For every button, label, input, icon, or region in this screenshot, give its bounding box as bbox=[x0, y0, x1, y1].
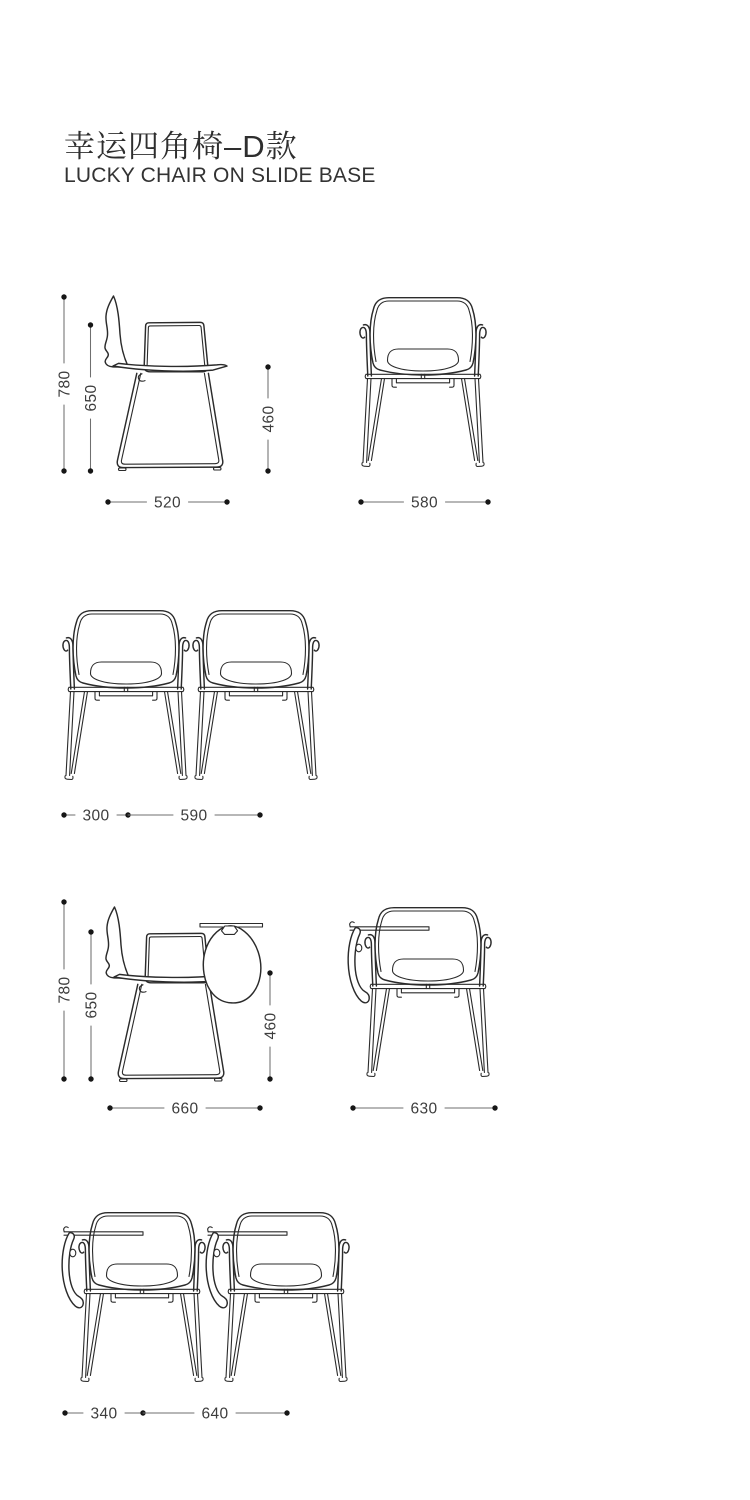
dim-seat-height-row1 bbox=[261, 364, 278, 473]
dim-label-630: 630 bbox=[410, 1100, 438, 1118]
dim-offset-row4 bbox=[62, 1406, 145, 1423]
dim-pitch-row4 bbox=[143, 1406, 290, 1423]
dim-label-460: 460 bbox=[260, 405, 278, 433]
product-title-en: LUCKY CHAIR ON SLIDE BASE bbox=[64, 164, 376, 188]
dim-label-460: 460 bbox=[262, 1012, 280, 1040]
dim-width-row3 bbox=[350, 1101, 497, 1118]
figure-front-view bbox=[360, 298, 486, 467]
figure-pair-tablet-chair-1 bbox=[62, 1213, 205, 1382]
dim-label-780: 780 bbox=[56, 370, 74, 398]
dim-label-520: 520 bbox=[153, 494, 182, 512]
figure-pair-chair-2 bbox=[193, 611, 319, 780]
figure-pair-chair-1 bbox=[63, 611, 189, 780]
dim-width-row1 bbox=[358, 495, 490, 512]
dim-backrest-height-row1 bbox=[83, 322, 100, 473]
dim-label-590: 590 bbox=[180, 807, 208, 825]
figure-front-view-tablet bbox=[348, 908, 491, 1077]
dim-label-650: 650 bbox=[83, 384, 100, 412]
figure-side-view bbox=[105, 296, 227, 471]
dim-total-height-row3 bbox=[57, 899, 74, 1081]
dim-label-650: 650 bbox=[83, 991, 101, 1019]
dim-pitch-row2 bbox=[128, 808, 263, 825]
dim-label-580: 580 bbox=[410, 494, 439, 512]
dim-backrest-height-row3 bbox=[84, 929, 101, 1081]
dim-label-300: 300 bbox=[82, 807, 110, 825]
dim-depth-row3 bbox=[107, 1101, 262, 1118]
dim-label-340: 340 bbox=[90, 1405, 118, 1423]
dim-label-640: 640 bbox=[201, 1405, 229, 1423]
figure-pair-tablet-chair-2 bbox=[206, 1213, 349, 1382]
dim-label-660: 660 bbox=[171, 1100, 199, 1118]
figure-side-view-tablet bbox=[106, 907, 263, 1082]
product-title-zh: 幸运四角椅–D款 bbox=[64, 128, 298, 164]
dim-seat-height-row3 bbox=[263, 970, 280, 1081]
dim-label-780: 780 bbox=[56, 976, 74, 1004]
dim-depth-row1 bbox=[105, 495, 229, 512]
dim-offset-row2 bbox=[61, 808, 130, 825]
dim-total-height-row1 bbox=[57, 294, 74, 473]
